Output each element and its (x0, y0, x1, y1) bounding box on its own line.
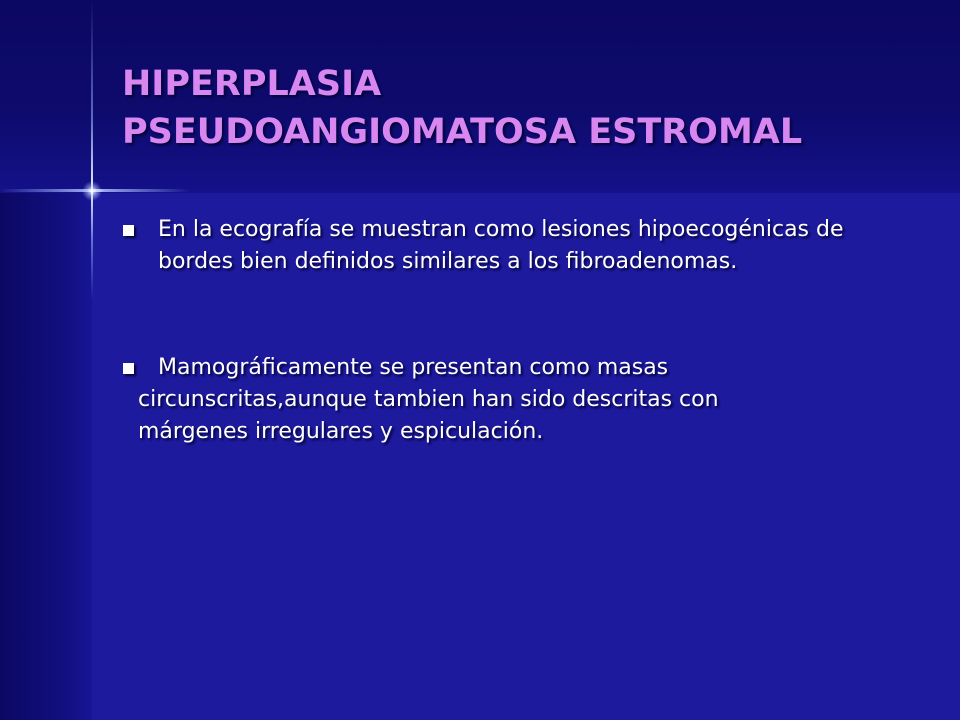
square-bullet-icon (123, 363, 134, 374)
sparkle-star-icon (82, 181, 102, 201)
slide-body (120, 214, 910, 448)
bullet-item-mamografia (120, 352, 910, 448)
bullet-2-line-1: Mamográficamente se presentan como masas (158, 355, 669, 380)
bullet-item-ecografia (120, 214, 910, 278)
title-line-1: HIPERPLASIA (122, 64, 382, 104)
sparkle-vertical-ray (91, 0, 93, 300)
bullet-2-line-2: circunscritas,aunque tambien han sido descritas con (138, 387, 719, 412)
bullet-1-line-1: En la ecografía se muestran como lesiones hipoecogénicas de (158, 217, 844, 242)
bullet-1-line-2: bordes bien definidos similares a los fibroadenomas. (158, 249, 738, 274)
title-line-2: PSEUDOANGIOMATOSA ESTROMAL (122, 112, 803, 152)
slide-title (122, 60, 922, 156)
bullet-2-line-3: márgenes irregulares y espiculación. (138, 419, 544, 444)
square-bullet-icon (123, 225, 134, 236)
